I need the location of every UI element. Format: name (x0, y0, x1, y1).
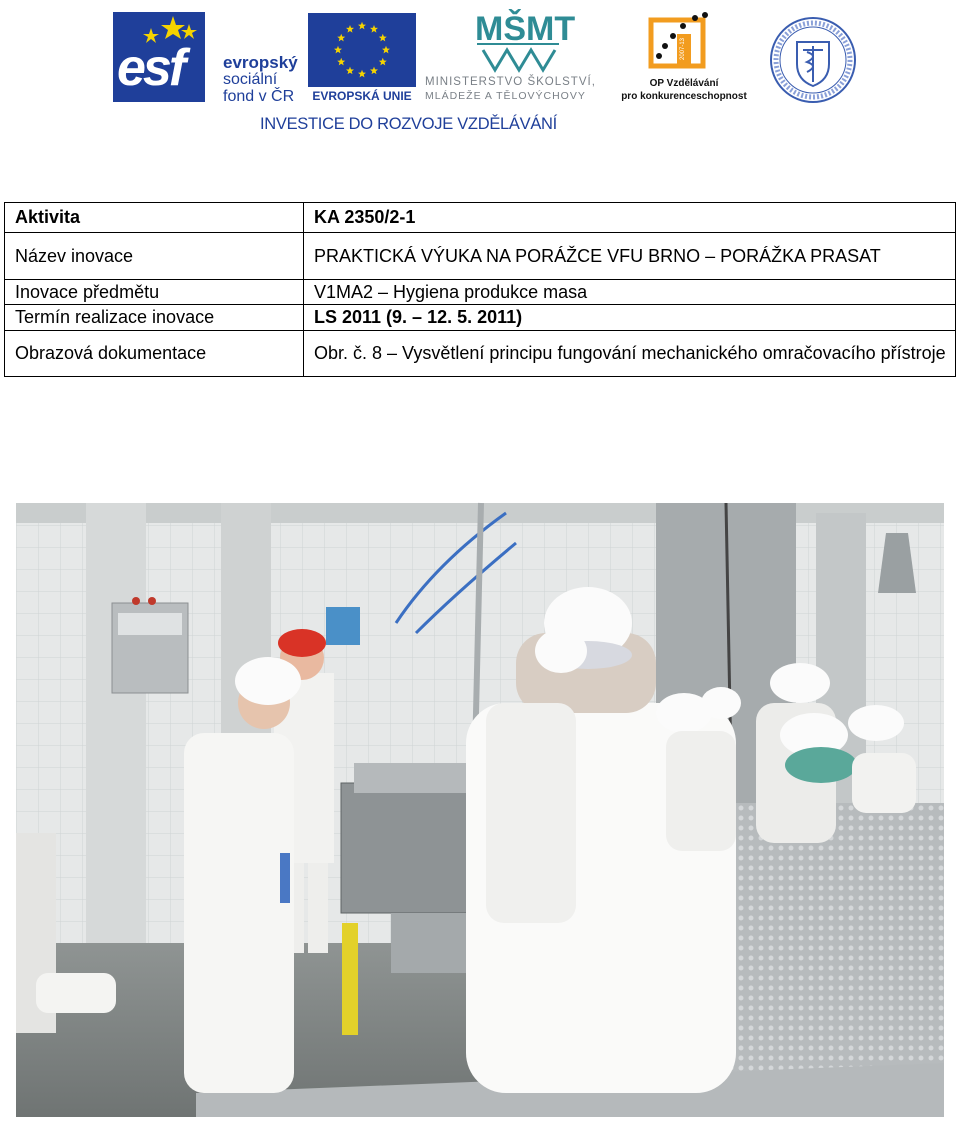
row-value-termin: LS 2011 (9. – 12. 5. 2011) (304, 305, 956, 331)
esf-blue-square (113, 12, 205, 102)
row-label-nazev-inovace: Název inovace (5, 233, 304, 280)
op-vzdelavani-logo (619, 12, 749, 104)
msmt-logo (425, 10, 615, 102)
eu-star-icon (382, 46, 390, 54)
eu-star-icon (346, 67, 354, 75)
row-label-aktivita: Aktivita (5, 203, 304, 233)
row-label-inovace-predmetu: Inovace předmětu (5, 280, 304, 305)
table-row (5, 233, 956, 280)
esf-line3: fond v ČR (223, 88, 295, 105)
row-label-obrazova-dokumentace: Obrazová dokumentace (5, 331, 304, 377)
eu-star-icon (337, 58, 345, 66)
info-table (4, 202, 956, 377)
msmt-line1: MINISTERSTVO ŠKOLSTVÍ, (425, 76, 596, 88)
eu-star-icon (337, 34, 345, 42)
row-value-aktivita: KA 2350/2-1 (304, 203, 956, 233)
eu-star-icon (358, 22, 366, 30)
msmt-mark-icon (473, 10, 576, 72)
row-value-inovace-predmetu: V1MA2 – Hygiena produkce masa (304, 280, 956, 305)
eu-star-icon (346, 25, 354, 33)
esf-wordmark (223, 54, 298, 105)
op-mark-icon (643, 12, 715, 74)
table-row (5, 305, 956, 331)
logo-banner (95, 0, 760, 145)
eu-star-icon (379, 58, 387, 66)
svg-text:MŠMT: MŠMT (475, 10, 576, 48)
slaughterhouse-photo (16, 503, 944, 1117)
eu-star-icon (379, 34, 387, 42)
svg-text:2007-13: 2007-13 (680, 37, 686, 60)
table-row (5, 331, 956, 377)
row-label-termin: Termín realizace inovace (5, 305, 304, 331)
eu-star-icon (334, 46, 342, 54)
eu-star-icon (370, 25, 378, 33)
esf-logo (113, 12, 298, 104)
esf-line1: evropský (223, 53, 298, 72)
eu-caption: EVROPSKÁ UNIE (312, 89, 412, 103)
photo-illustration (16, 503, 944, 1117)
op-line2: pro konkurenceschopnost (621, 91, 747, 102)
row-value-obrazova-dokumentace: Obr. č. 8 – Vysvětlení principu fungování mechanického omračovacího přístroje (304, 331, 956, 377)
banner-motto: INVESTICE DO ROZVOJE VZDĚLÁVÁNÍ (260, 115, 557, 133)
eu-star-icon (358, 70, 366, 78)
op-line1: OP Vzdělávání (649, 78, 719, 89)
eu-logo (308, 13, 416, 105)
university-seal-icon (767, 14, 859, 106)
table-row (5, 203, 956, 233)
esf-letters: esf (117, 39, 184, 97)
msmt-line2: MLÁDEŽE A TĚLOVÝCHOVY (425, 90, 586, 102)
eu-flag-icon (308, 13, 416, 87)
table-row (5, 280, 956, 305)
esf-line2: sociální (223, 71, 278, 88)
row-value-nazev-inovace: PRAKTICKÁ VÝUKA NA PORÁŽCE VFU BRNO – PORÁŽKA PRASAT (304, 233, 956, 280)
eu-star-icon (370, 67, 378, 75)
